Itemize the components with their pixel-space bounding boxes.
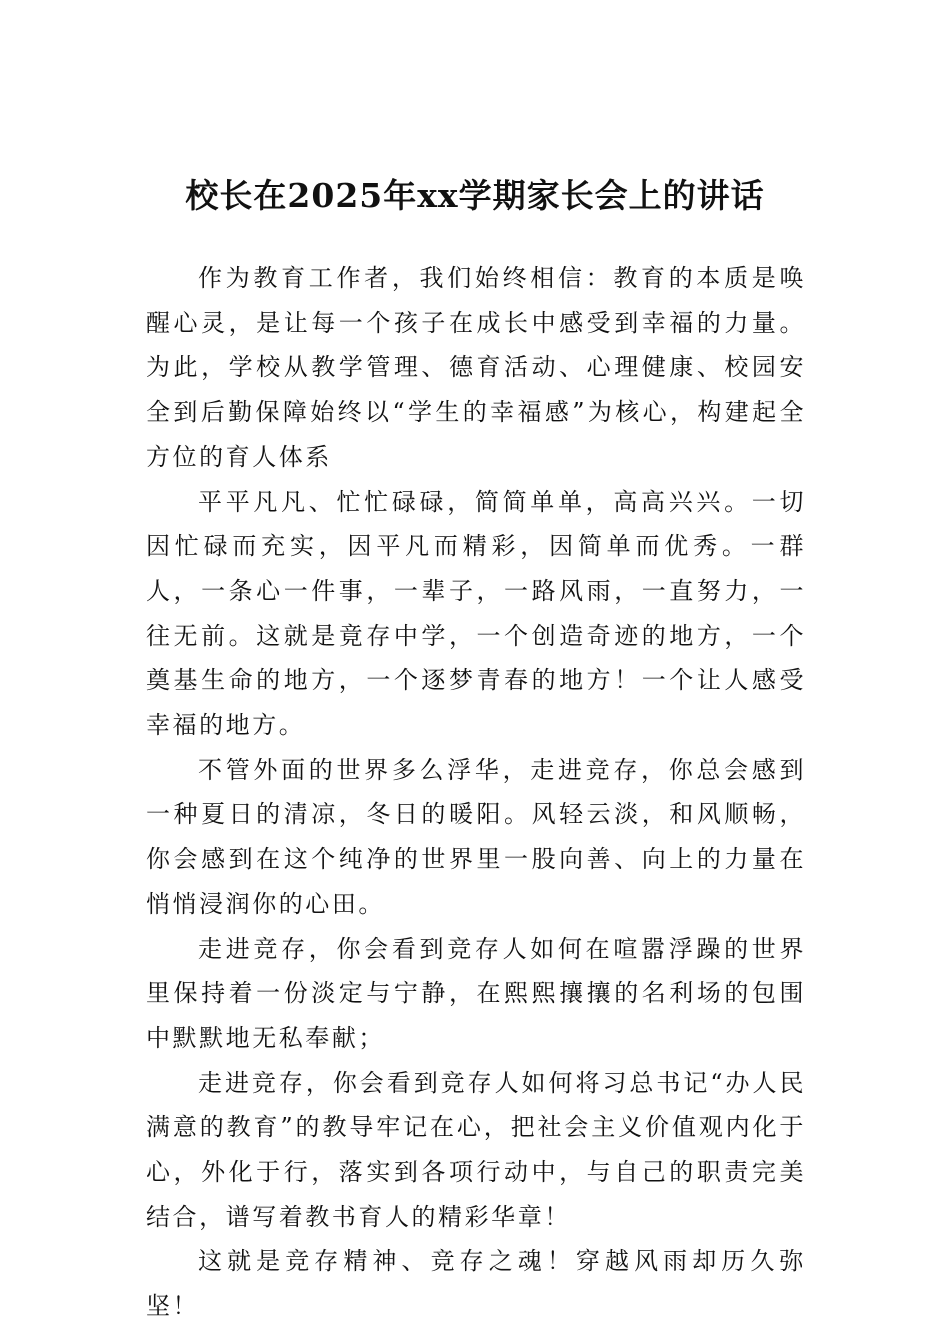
paragraph-5: 走进竞存，你会看到竞存人如何将习总书记“办人民满意的教育”的教导牢记在心，把社会主义价值观内化于心，外化于行，落实到各项行动中，与自己的职责完美结合，谱写着教书育人的精彩华章！ xyxy=(146,1068,806,1231)
paragraph-3: 不管外面的世界多么浮华，走进竞存，你总会感到一种夏日的清凉，冬日的暖阳。风轻云淡，和风顺畅，你会感到在这个纯净的世界里一股向善、向上的力量在悄悄浸润你的心田。 xyxy=(146,755,806,918)
paragraph-2: 平平凡凡、忙忙碌碌，简简单单，高高兴兴。一切因忙碌而充实，因平凡而精彩，因简单而优秀。一群人，一条心一件事，一辈子，一路风雨，一直努力，一往无前。这就是竟存中学，一个创造奇迹的地方，一个奠基生命的地方，一个逐梦青春的地方！一个让人感受幸福的地方。 xyxy=(146,487,806,740)
document-body xyxy=(146,256,806,1329)
paragraph-4: 走进竞存，你会看到竞存人如何在喧嚣浮躁的世界里保持着一份淡定与宁静，在熙熙攘攘的名利场的包围中默默地无私奉献； xyxy=(146,934,806,1052)
paragraph-1: 作为教育工作者，我们始终相信：教育的本质是唤醒心灵，是让每一个孩子在成长中感受到幸福的力量。为此，学校从教学管理、德育活动、心理健康、校园安全到后勤保障始终以“学生的幸福感”为核心，构建起全方位的育人体系 xyxy=(146,264,806,471)
document-title: 校长在2025年xx学期家长会上的讲话 xyxy=(185,176,765,215)
paragraph-6: 这就是竞存精神、竞存之魂！穿越风雨却历久弥坚！ xyxy=(146,1247,806,1321)
